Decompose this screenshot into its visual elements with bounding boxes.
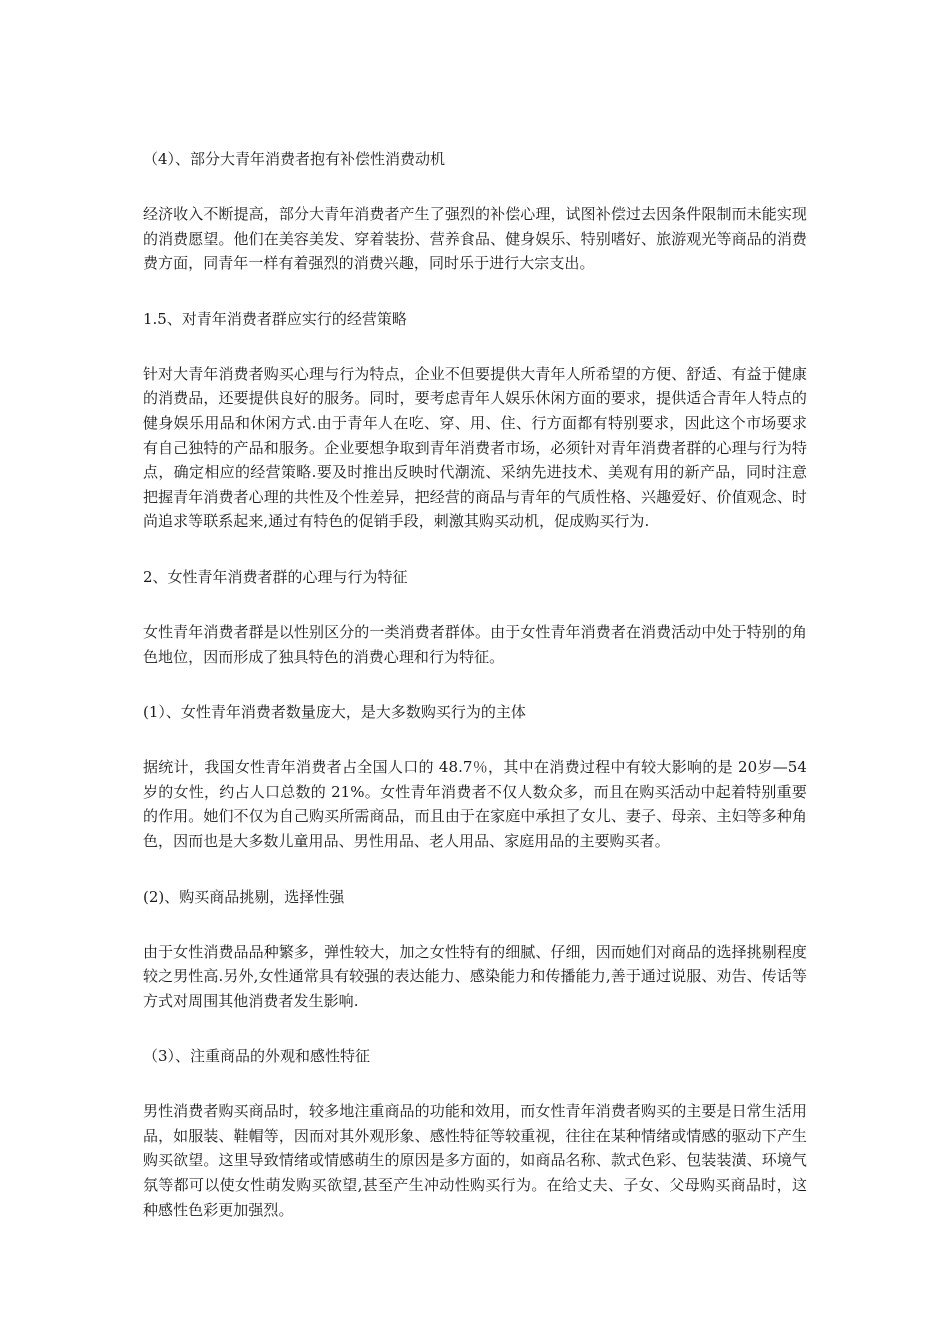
body-paragraph: 据统计，我国女性青年消费者占全国人口的 48.7％，其中在消费过程中有较大影响的是 20岁—54 岁的女性，约占人口总数的 21%。女性青年消费者不仅人数众多，而且在购买活动中起着特别重要的作用。她们不仅为自己购买所需商品，而且由于在家庭中承担了女儿、妻子、母亲、主妇等多种角色，因而也是大多数儿童用品、男性用品、老人用品、家庭用品的主要购买者。 [143,758,807,850]
body-paragraph: 针对大青年消费者购买心理与行为特点，企业不但要提供大青年人所希望的方便、舒适、有益于健康的消费品，还要提供良好的服务。同时，要考虑青年人娱乐休闲方面的要求，提供适合青年人特点的健身娱乐用品和休闲方式.由于青年人在吃、穿、用、住、行方面都有特别要求，因此这个市场要求有自己独特的产品和服务。企业要想争取到青年消费者市场，必须针对青年消费者群的心理与行为特点，确定相应的经营策略.要及时推出反映时代潮流、采纳先进技术、美观有用的新产品，同时注意把握青年消费者心理的共性及个性差异，把经营的商品与青年的气质性格、兴趣爱好、价值观念、时尚追求等联系起来,通过有特色的促销手段，刺激其购买动机，促成购买行为. [143,364,807,531]
document-body [143,147,807,1253]
section-heading: 1.5、对青年消费者群应实行的经营策略 [143,309,407,328]
body-paragraph: 女性青年消费者群是以性别区分的一类消费者群体。由于女性青年消费者在消费活动中处于特别的角色地位，因而形成了独具特色的消费心理和行为特征。 [143,622,807,666]
section-heading: （3）、注重商品的外观和感性特征 [143,1047,371,1066]
body-paragraph: 由于女性消费品品种繁多，弹性较大，加之女性特有的细腻、仔细，因而她们对商品的选择挑剔程度较之男性高.另外,女性通常具有较强的表达能力、感染能力和传播能力,善于通过说服、劝告、传话等方式对周围其他消费者发生影响. [143,942,807,1010]
body-paragraph: 男性消费者购买商品时，较多地注重商品的功能和效用，而女性青年消费者购买的主要是日常生活用品，如服装、鞋帽等，因而对其外观形象、感性特征等较重视，往往在某种情绪或情感的驱动下产生购买欲望。这里导致情绪或情感萌生的原因是多方面的，如商品名称、款式色彩、包装装潢、环境气氛等都可以使女性萌发购买欲望,甚至产生冲动性购买行为。在给丈夫、子女、父母购买商品时，这种感性色彩更加强烈。 [143,1102,807,1219]
section-heading: (2)、购买商品挑剔，选择性强 [143,887,345,906]
section-heading: 2、女性青年消费者群的心理与行为特征 [143,567,408,586]
body-paragraph: 经济收入不断提高，部分大青年消费者产生了强烈的补偿心理，试图补偿过去因条件限制而未能实现的消费愿望。他们在美容美发、穿着装扮、营养食品、健身娱乐、特别嗜好、旅游观光等商品的消费费方面，同青年一样有着强烈的消费兴趣，同时乐于进行大宗支出。 [143,205,807,273]
section-heading: (1）、女性青年消费者数量庞大，是大多数购买行为的主体 [143,703,526,722]
section-heading: （4）、部分大青年消费者抱有补偿性消费动机 [143,150,446,168]
